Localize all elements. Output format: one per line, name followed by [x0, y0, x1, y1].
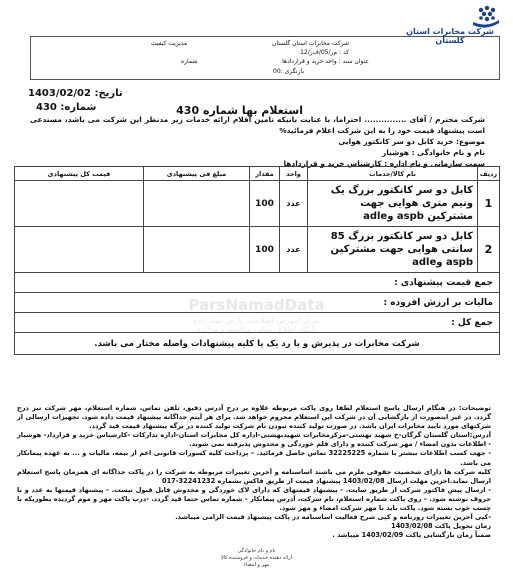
table-footer-row — [15, 333, 500, 355]
intro-subject: موضوع: خرید کابل دو سر کانکتور هوایی — [338, 137, 485, 146]
item-total-price[interactable] — [15, 227, 144, 273]
header-code: کد : م‌ر/05/ف‌ر/12 — [300, 49, 349, 56]
intro-text — [30, 114, 485, 169]
sum-row-grand — [15, 313, 500, 333]
header-company: شرکت مخابرات استان گلستان — [272, 40, 349, 47]
notes-section — [17, 404, 491, 540]
inquiry-number: شماره: 430 — [36, 102, 97, 113]
watermark-line-3: پایگاه اطلاع رسانی مناقصه و مزایده — [196, 325, 317, 334]
note-paragraph: ضمناً زمان بازگشایی پاکت 1403/02/09 میباشد . — [332, 531, 491, 540]
sum-row-vat — [15, 293, 500, 313]
note-paragraph: زمان تحویل پاکت 1403/02/08 — [391, 522, 491, 531]
intro-contact-role: سمت سازمانی و نام اداره : کارشناس خرید و قراردادها — [283, 159, 485, 168]
item-description: کابل دو سر کانکتور بزرگ یک ونیم متری هوایی جهت مشترکین aspb وadle — [308, 181, 478, 227]
inquiry-heading: استعلام بها شماره 430 — [176, 104, 303, 117]
items-table — [14, 166, 500, 355]
table-row — [15, 227, 500, 273]
note-paragraph: آدرس:استان گلستان گرگان-خ شهید بهشتی-مرکزمخابرات شهیدبهشتی-اداره کل مخابرات استان-اداره تدارکات -کارشناس خرید و قرارداد- هوشیار - اطلاعات بدون امضاء / مهر شرکت کننده و دارای قلم خوردگی و مخدوش پذیرفته نمی شوند. — [17, 431, 491, 449]
sum-row-total — [15, 273, 500, 293]
document-header-box — [30, 36, 500, 80]
sum-total-label: جمع قیمت پیشنهادی : — [15, 273, 500, 293]
header-revision: بازنگری :00 — [273, 68, 304, 75]
item-unit-price[interactable] — [144, 181, 250, 227]
col-row: ردیف — [478, 167, 500, 181]
note-paragraph: -کپی آخرین تغییرات روزنامه و کپی شرح فعالیت اساسنامه در پاکت پیشنهاد قیمت الزامی میباشد. — [175, 513, 491, 522]
note-paragraph: - جهت کسب اطلاعات بیشتر با شماره 32225225 تماس حاصل فرمائید. – پرداخت کلیه کسورات قانونی اعم از بیمه، مالیات و ... به عهده پیمانکار می باشد. — [17, 449, 491, 467]
item-qty: 100 — [250, 181, 280, 227]
signature-name-label: نام و نام خانوادگی — [237, 548, 276, 554]
col-total-price: قیمت کل پیشنهادی — [15, 167, 144, 181]
col-item: نام کالا/خدمات — [308, 167, 478, 181]
intro-contact-name: نام و نام خانوادگی : هوشیار — [381, 148, 485, 157]
intro-line-1: شرکت محترم / آقای ............... احتراما، با عنایت بانیکه تامین اقلام ارائه خدمات زیر مدنظر این شرکت می باشد، مستدعی است پیشنهاد قیمت خود را به این شرکت اعلام فرمائید% — [30, 115, 485, 135]
item-unit: عدد — [280, 181, 308, 227]
signature-block — [0, 548, 513, 569]
sum-grand-label: جمع کل : — [15, 313, 500, 333]
sum-vat-label: مالیات بر ارزش افزوده : — [15, 293, 500, 313]
col-unit: واحد — [280, 167, 308, 181]
table-header-row — [15, 167, 500, 181]
item-total-price[interactable] — [15, 181, 144, 227]
inquiry-date: تاریخ: 1403/02/02 — [28, 88, 123, 99]
watermark-brand: ParsNamadData — [188, 296, 325, 314]
header-number-label: شماره — [181, 58, 198, 65]
note-paragraph: - ارسال پیش فاکتور شرکت از طریق سایت. - پیشنهاد قیمتهای که دارای لاک خوردگی و مخدوش قابل قبول نیست. - پیشنهاد قیمتها به عدد و با حروف نوشته شود. – روی پاکت شماره استعلام، نام شرکت، آدرس پیمانکار - شماره تماس حتما قید گردد. -درب پاکت مهر و موم گردیده بطوریکه با چسب خوب بسته شود. پاکت باید با مهر شرکت امضاء و مهر شود. — [17, 485, 491, 513]
row-number: 1 — [478, 181, 500, 227]
signature-role-label: ارائه دهنده خدمات و فروشنده کالا — [220, 555, 293, 561]
col-unit-price: مبلغ فی پیشنهادی — [144, 167, 250, 181]
table-footer-note: شرکت مخابرات در پذیرش و یا رد یک یا کلیه پیشنهادات واصله مختار می باشد. — [15, 333, 500, 355]
logo-title: شرکت مخابرات استان گلستان — [406, 27, 494, 45]
item-unit: عدد — [280, 227, 308, 273]
header-management: مدیریت کیفیت — [151, 40, 188, 47]
col-qty: مقدار — [250, 167, 280, 181]
watermark-line-2: مرکز آموزش اطلاعات پارس نماد داده — [193, 316, 320, 325]
item-description: کابل دو سر کانکتور بزرگ 85 سانتی هوایی جهت مشترکین aspb وadle — [308, 227, 478, 273]
item-unit-price[interactable] — [144, 227, 250, 273]
header-doc-title: عنوان سند : واحد خرید و قراردادها — [282, 58, 369, 65]
table-row — [15, 181, 500, 227]
item-qty: 100 — [250, 227, 280, 273]
note-paragraph: کلیه شرکت ها دارای شخصیت حقوقی ملزم می باشند اساسنامه و آخرین تغییرات مربوطه به شرکت را در پاکت جداگانه ای همزمان پاسخ استعلام ارسال نماید.اخرین مهلت ارسال 1403/02/08 پیشنهاد قیمت از طریق فاکس بشماره 32241232-017 — [17, 467, 491, 485]
note-paragraph: توضیحات: در هنگام ارسال پاسخ استعلام لطفا روی پاکت مربوطه علاوه بر درج آدرس دقیق، تلفن تماس، شماره استعلام، مهر شرکت نیز درج گردد. در غیر اینصورت از بازگشایی آن در شرکت این استعلام محروم خواهد شد. برای هر آیتم جداگانه پیشنهاد قیمت داده شود. تجهیزات ارسالی از شرکتهای مورد تایید مخابرات ایران باشد. در صورت تولید کننده نبودن نام شرکت تولید کننده در برگه پیشنهاد قیمت قید گردد. — [17, 404, 491, 431]
signature-stamp-label: مهر و امضاء — [243, 562, 270, 568]
row-number: 2 — [478, 227, 500, 273]
